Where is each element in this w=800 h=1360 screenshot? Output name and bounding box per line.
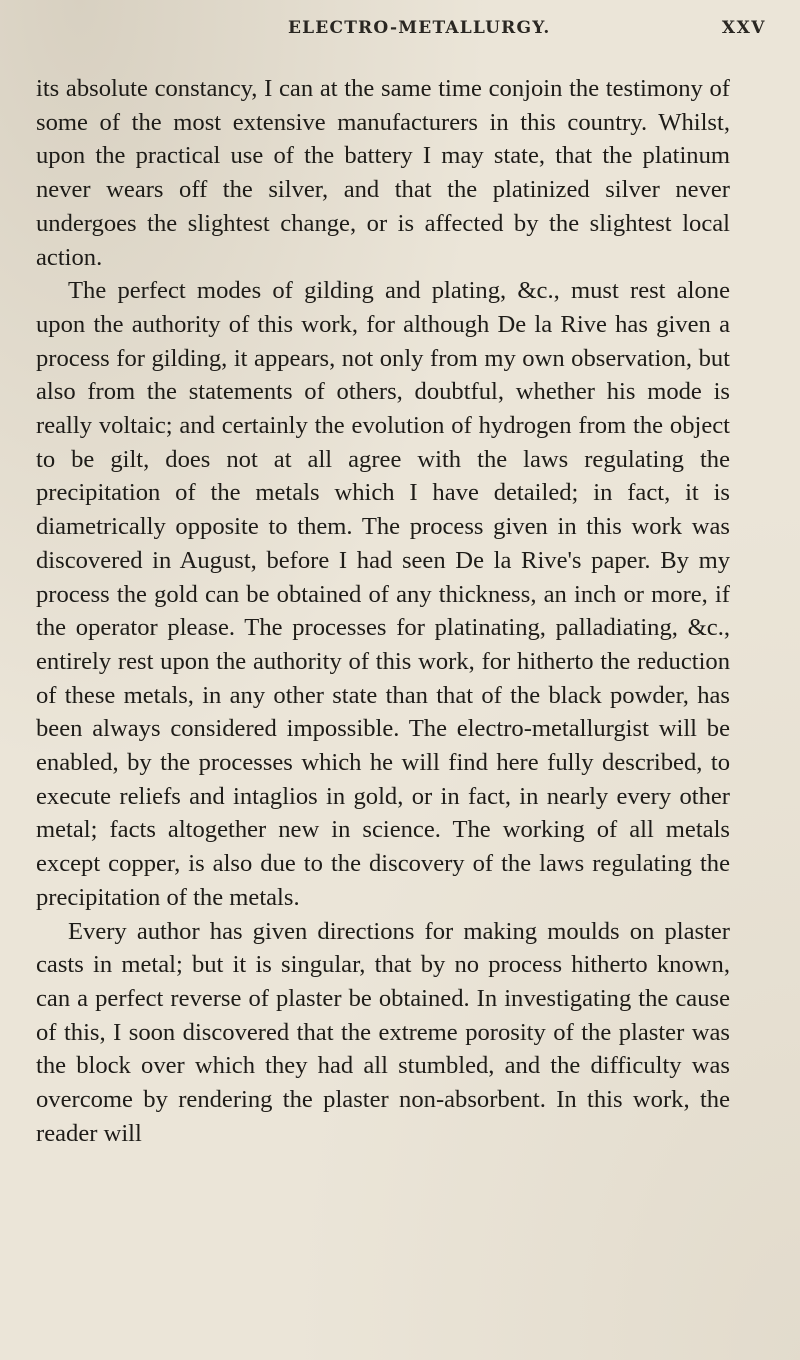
body-text	[36, 72, 730, 1151]
paragraph-gilding-plating: The perfect modes of gilding and plating, &c., must rest alone upon the authority of this work, for although De la Rive has given a process for gilding, it appears, not only from my own observation, but also from the statements of others, doubtful, whether his mode is really voltaic; and certainly the evolution of hydrogen from the object to be gilt, does not at all agree with the laws regulating the precipitation of the metals which I have detailed; in fact, it is diametrically opposite to them. The process given in this work was discovered in August, before I had seen De la Rive's paper. By my process the gold can be obtained of any thickness, an inch or more, if the operator please. The processes for platinating, palladiating, &c., entirely rest upon the authority of this work, for hitherto the reduction of these metals, in any other state than that of the black powder, has been always considered impossible. The electro-metallurgist will be enabled, by the processes which he will find here fully described, to execute reliefs and intaglios in gold, or in fact, in nearly every other metal; facts altogether new in science. The working of all metals except copper, is also due to the discovery of the laws regulating the precipitation of the metals.	[36, 277, 730, 911]
running-head: ELECTRO-METALLURGY.	[288, 18, 551, 38]
paragraph-plaster-moulds: Every author has given directions for making moulds on plaster casts in metal; but it is singular, that by no process hitherto known, can a perfect reverse of plaster be obtained. In investigating the cause of this, I soon discovered that the extreme porosity of the plaster was the block over which they had all stumbled, and the difficulty was overcome by rendering the plaster non-absorbent. In this work, the reader will	[36, 917, 730, 1147]
page-number: XXV	[721, 18, 766, 38]
page-header	[0, 14, 800, 44]
paragraph-continued: its absolute constancy, I can at the same time conjoin the testimony of some of the most extensive manufacturers in this country. Whilst, upon the practical use of the battery I may state, that the platinum never wears off the silver, and that the platinized silver never undergoes the slightest change, or is affected by the slightest local action.	[36, 75, 730, 271]
